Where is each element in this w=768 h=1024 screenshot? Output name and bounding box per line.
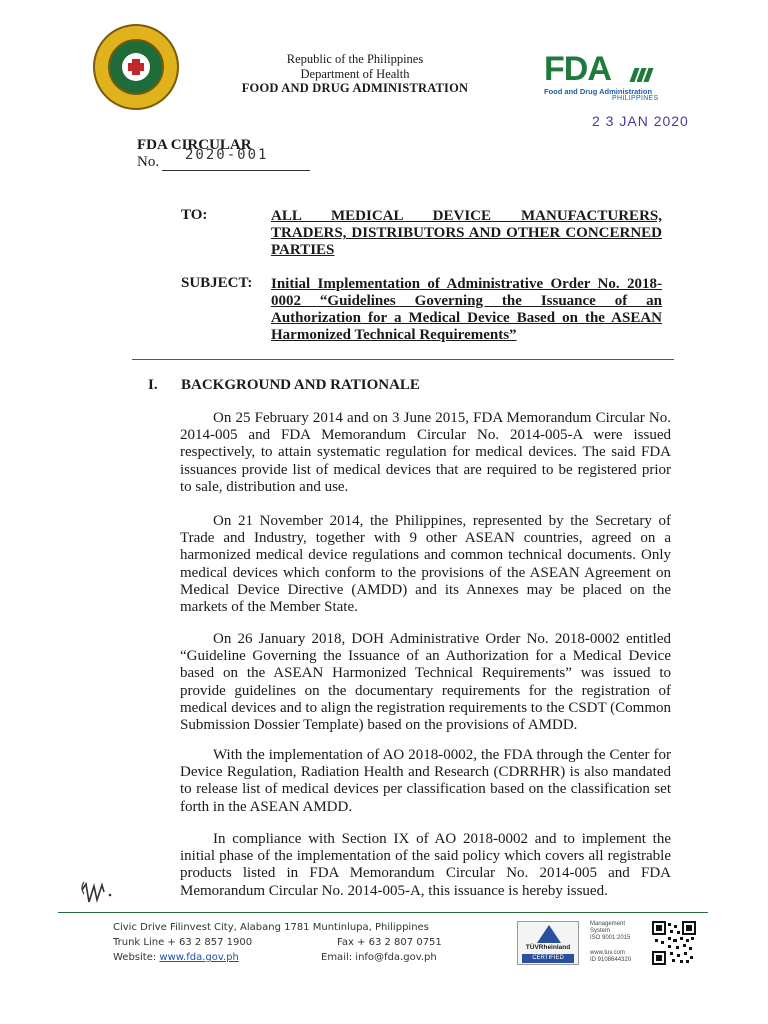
section-title: BACKGROUND AND RATIONALE	[181, 377, 420, 393]
header-agency: FOOD AND DRUG ADMINISTRATION	[241, 81, 469, 95]
footer-website	[113, 950, 239, 965]
iso-url: www.tuv.com	[590, 950, 625, 956]
fda-logo-country: PHILIPPINES	[612, 95, 659, 102]
footer-rule	[58, 912, 708, 913]
paragraph-4: With the implementation of AO 2018-0002, the FDA through the Center for Device Regulation, Radiation Health and Research (CDRRHR) is also mandated to release list of medical devices per classification based on the classification set forth in the ASEAN AMDD.	[180, 747, 671, 815]
to-label: TO:	[181, 207, 208, 223]
circular-number: 2020-001	[185, 147, 269, 163]
section-number: I.	[148, 377, 158, 393]
iso-line-3: ISO 9001:2015	[590, 935, 631, 941]
header-department: Department of Health	[300, 67, 410, 81]
subject-label: SUBJECT:	[181, 275, 253, 291]
footer-trunk: Trunk Line + 63 2 857 1900	[113, 937, 253, 948]
tuv-certified: CERTIFIED	[522, 954, 574, 963]
date-stamp: 2 3 JAN 2020	[592, 113, 689, 129]
iso-line-1: Management	[590, 921, 626, 927]
fda-logo-subtitle: Food and Drug Administration	[544, 87, 653, 96]
iso-info	[590, 921, 650, 964]
footer-website-label: Website:	[113, 952, 160, 963]
initials-signature	[78, 876, 118, 910]
qr-code-icon	[652, 921, 696, 965]
header-republic: Republic of the Philippines	[286, 52, 424, 66]
tuv-certification-badge	[517, 921, 579, 965]
tuv-label: TÜVRheinland	[525, 944, 571, 951]
paragraph-1: On 25 February 2014 and on 3 June 2015, FDA Memorandum Circular No. 2014-005 and FDA Memorandum Circular No. 2014-005-A were issued respectively, to attain systematic regulation for medical devices. The said FDA issuances provide list of medical devices that are required to be registered prior to sale, distribution and use.	[180, 410, 671, 495]
paragraph-3: On 26 January 2018, DOH Administrative Order No. 2018-0002 entitled “Guideline Governing the Issuance of an Authorization for a Medical Device based on the ASEAN Harmonized Technical Requirements” was issued to provide guidelines on the documentary requirements for the registration of medical devices and to align the registration requirements to the CSDT (Common Submission Dossier Template) based on the provisions of AMDD.	[180, 631, 671, 734]
footer-email[interactable]: Email: info@fda.gov.ph	[321, 952, 437, 963]
website-link[interactable]: www.fda.gov.ph	[159, 952, 239, 963]
iso-id: ID 9108644320	[590, 957, 632, 963]
circular-number-line	[162, 170, 310, 171]
to-recipients: ALL MEDICAL DEVICE MANUFACTURERS, TRADERS, DISTRIBUTORS AND OTHER CONCERNED PARTIES	[271, 208, 662, 258]
tuv-triangle-icon	[537, 925, 561, 943]
iso-line-2: System	[590, 928, 611, 934]
fda-logo-icon	[540, 50, 675, 105]
footer-fax: Fax + 63 2 807 0751	[337, 937, 442, 948]
paragraph-5: In compliance with Section IX of AO 2018-0002 and to implement the initial phase of the implementation of the said policy which covers all registrable products listed in FDA Memorandum Circular No. 2014-005 and FDA Memorandum Circular No. 2014-005-A, this issuance is hereby issued.	[180, 831, 671, 899]
paragraph-2: On 21 November 2014, the Philippines, represented by the Secretary of Trade and Industry, together with 9 other ASEAN countries, agreed on a harmonized medical device regulations and common technical documents. Only medical devices which conform to the provisions of the ASEAN Agreement on Medical Device Directive (AMDD) and its Annexes may be placed on the markets of the Member State.	[180, 513, 671, 616]
circular-no-label: No.	[137, 154, 160, 170]
circular-label: FDA CIRCULAR	[137, 137, 252, 153]
doh-seal-icon	[93, 24, 179, 110]
fda-logo-text: FDA	[544, 50, 611, 88]
divider	[132, 359, 674, 360]
subject-text: Initial Implementation of Administrative Order No. 2018-0002 “Guidelines Governing the Issuance of an Authorization for a Medical Device Based on the ASEAN Harmonized Technical Requirements”	[271, 276, 662, 343]
footer-address: Civic Drive Filinvest City, Alabang 1781 Muntinlupa, Philippines	[113, 922, 429, 933]
